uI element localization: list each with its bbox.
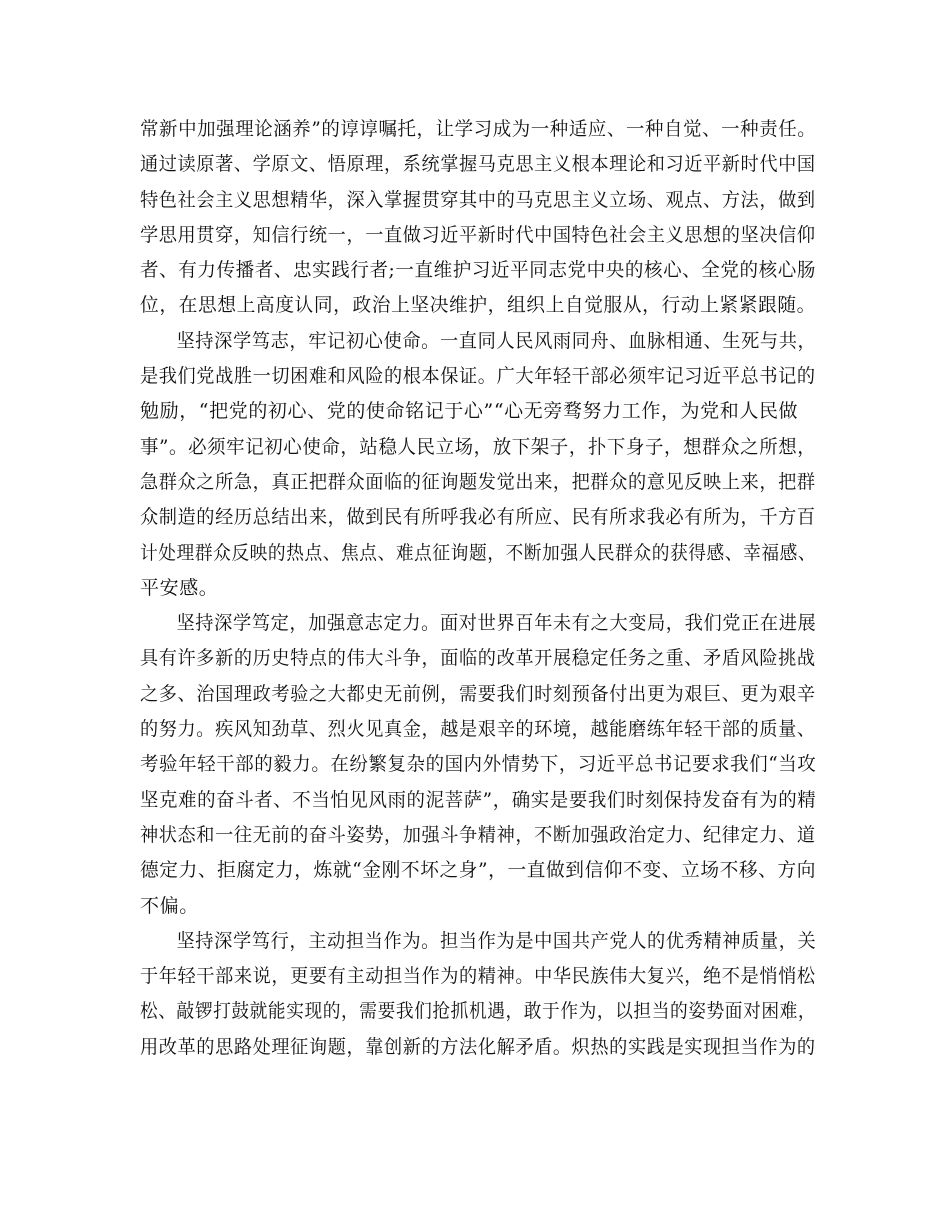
text-line: 急群众之所急，真正把群众面临的征询题发觉出来，把群众的意见反映上来，把群 bbox=[140, 470, 816, 493]
text-line: 是我们党战胜一切困难和风险的根本保证。广大年轻干部必须牢记习近平总书记的 bbox=[140, 365, 816, 388]
text-line: 平安感。 bbox=[140, 576, 219, 599]
text-line: 不偏。 bbox=[140, 894, 199, 917]
text-line: 众制造的经历总结出来，做到民有所呼我必有所应、民有所求我必有所为，千方百 bbox=[140, 506, 816, 529]
text-line: 通过读原著、学原文、悟原理，系统掌握马克思主义根本理论和习近平新时代中国 bbox=[140, 153, 816, 176]
text-line: 松、敲锣打鼓就能实现的，需要我们抢抓机遇，敢于作为，以担当的姿势面对困难， bbox=[140, 1000, 817, 1023]
text-line: 特色社会主义思想精华，深入掌握贯穿其中的马克思主义立场、观点、方法，做到 bbox=[140, 188, 816, 211]
paragraph-3 bbox=[140, 606, 816, 924]
text-line: 者、有力传播者、忠实践行者;一直维护习近平同志党中央的核心、全党的核心肠 bbox=[140, 259, 817, 282]
text-line: 于年轻干部来说，更要有主动担当作为的精神。中华民族伟大复兴，绝不是悄悄松 bbox=[140, 965, 816, 988]
text-line: 考验年轻干部的毅力。在纷繁复杂的国内外情势下，习近平总书记要求我们“当攻 bbox=[140, 753, 817, 776]
text-line: 勉励，“把党的初心、党的使命铭记于心”“心无旁骛努力工作，为党和人民做 bbox=[140, 400, 799, 423]
text-line: 之多、治国理政考验之大都史无前例，需要我们时刻预备付出更为艰巨、更为艰辛 bbox=[140, 682, 816, 705]
text-line: 学思用贯穿，知信行统一，一直做习近平新时代中国特色社会主义思想的坚决信仰 bbox=[140, 223, 816, 246]
text-line: 常新中加强理论涵养”的谆谆嘱托，让学习成为一种适应、一种自觉、一种责任。 bbox=[140, 118, 817, 140]
text-line: 坚持深学笃志，牢记初心使命。一直同人民风雨同舟、血脉相通、生死与共， bbox=[176, 329, 817, 352]
paragraph-1 bbox=[140, 112, 816, 324]
text-line: 的努力。疾风知劲草、烈火见真金，越是艰辛的环境，越能磨练年轻干部的质量、 bbox=[140, 718, 816, 741]
text-line: 位，在思想上高度认同，政治上坚决维护，组织上自觉服从，行动上紧紧跟随。 bbox=[140, 294, 816, 317]
text-line: 坚持深学笃定，加强意志定力。面对世界百年未有之大变局，我们党正在进展 bbox=[176, 612, 817, 635]
paragraph-2 bbox=[140, 324, 816, 606]
text-line: 神状态和一往无前的奋斗姿势，加强斗争精神，不断加强政治定力、纪律定力、道 bbox=[140, 823, 816, 846]
paragraph-4 bbox=[140, 924, 816, 1065]
text-line: 用改革的思路处理征询题，靠创新的方法化解矛盾。炽热的实践是实现担当作为的 bbox=[140, 1035, 816, 1058]
text-line: 坚克难的奋斗者、不当怕见风雨的泥菩萨”，确实是要我们时刻保持发奋有为的精 bbox=[140, 788, 817, 811]
text-line: 坚持深学笃行，主动担当作为。担当作为是中国共产党人的优秀精神质量，关 bbox=[176, 929, 817, 952]
text-line: 具有许多新的历史特点的伟大斗争，面临的改革开展稳定任务之重、矛盾风险挑战 bbox=[140, 647, 816, 670]
text-line: 德定力、拒腐定力，炼就“金刚不坏之身”，一直做到信仰不变、立场不移、方向 bbox=[140, 859, 817, 882]
text-line: 事”。必须牢记初心使命，站稳人民立场，放下架子，扑下身子，想群众之所想， bbox=[140, 435, 817, 458]
document-body bbox=[140, 112, 816, 1065]
text-line: 计处理群众反映的热点、焦点、难点征询题，不断加强人民群众的获得感、幸福感、 bbox=[140, 541, 817, 564]
